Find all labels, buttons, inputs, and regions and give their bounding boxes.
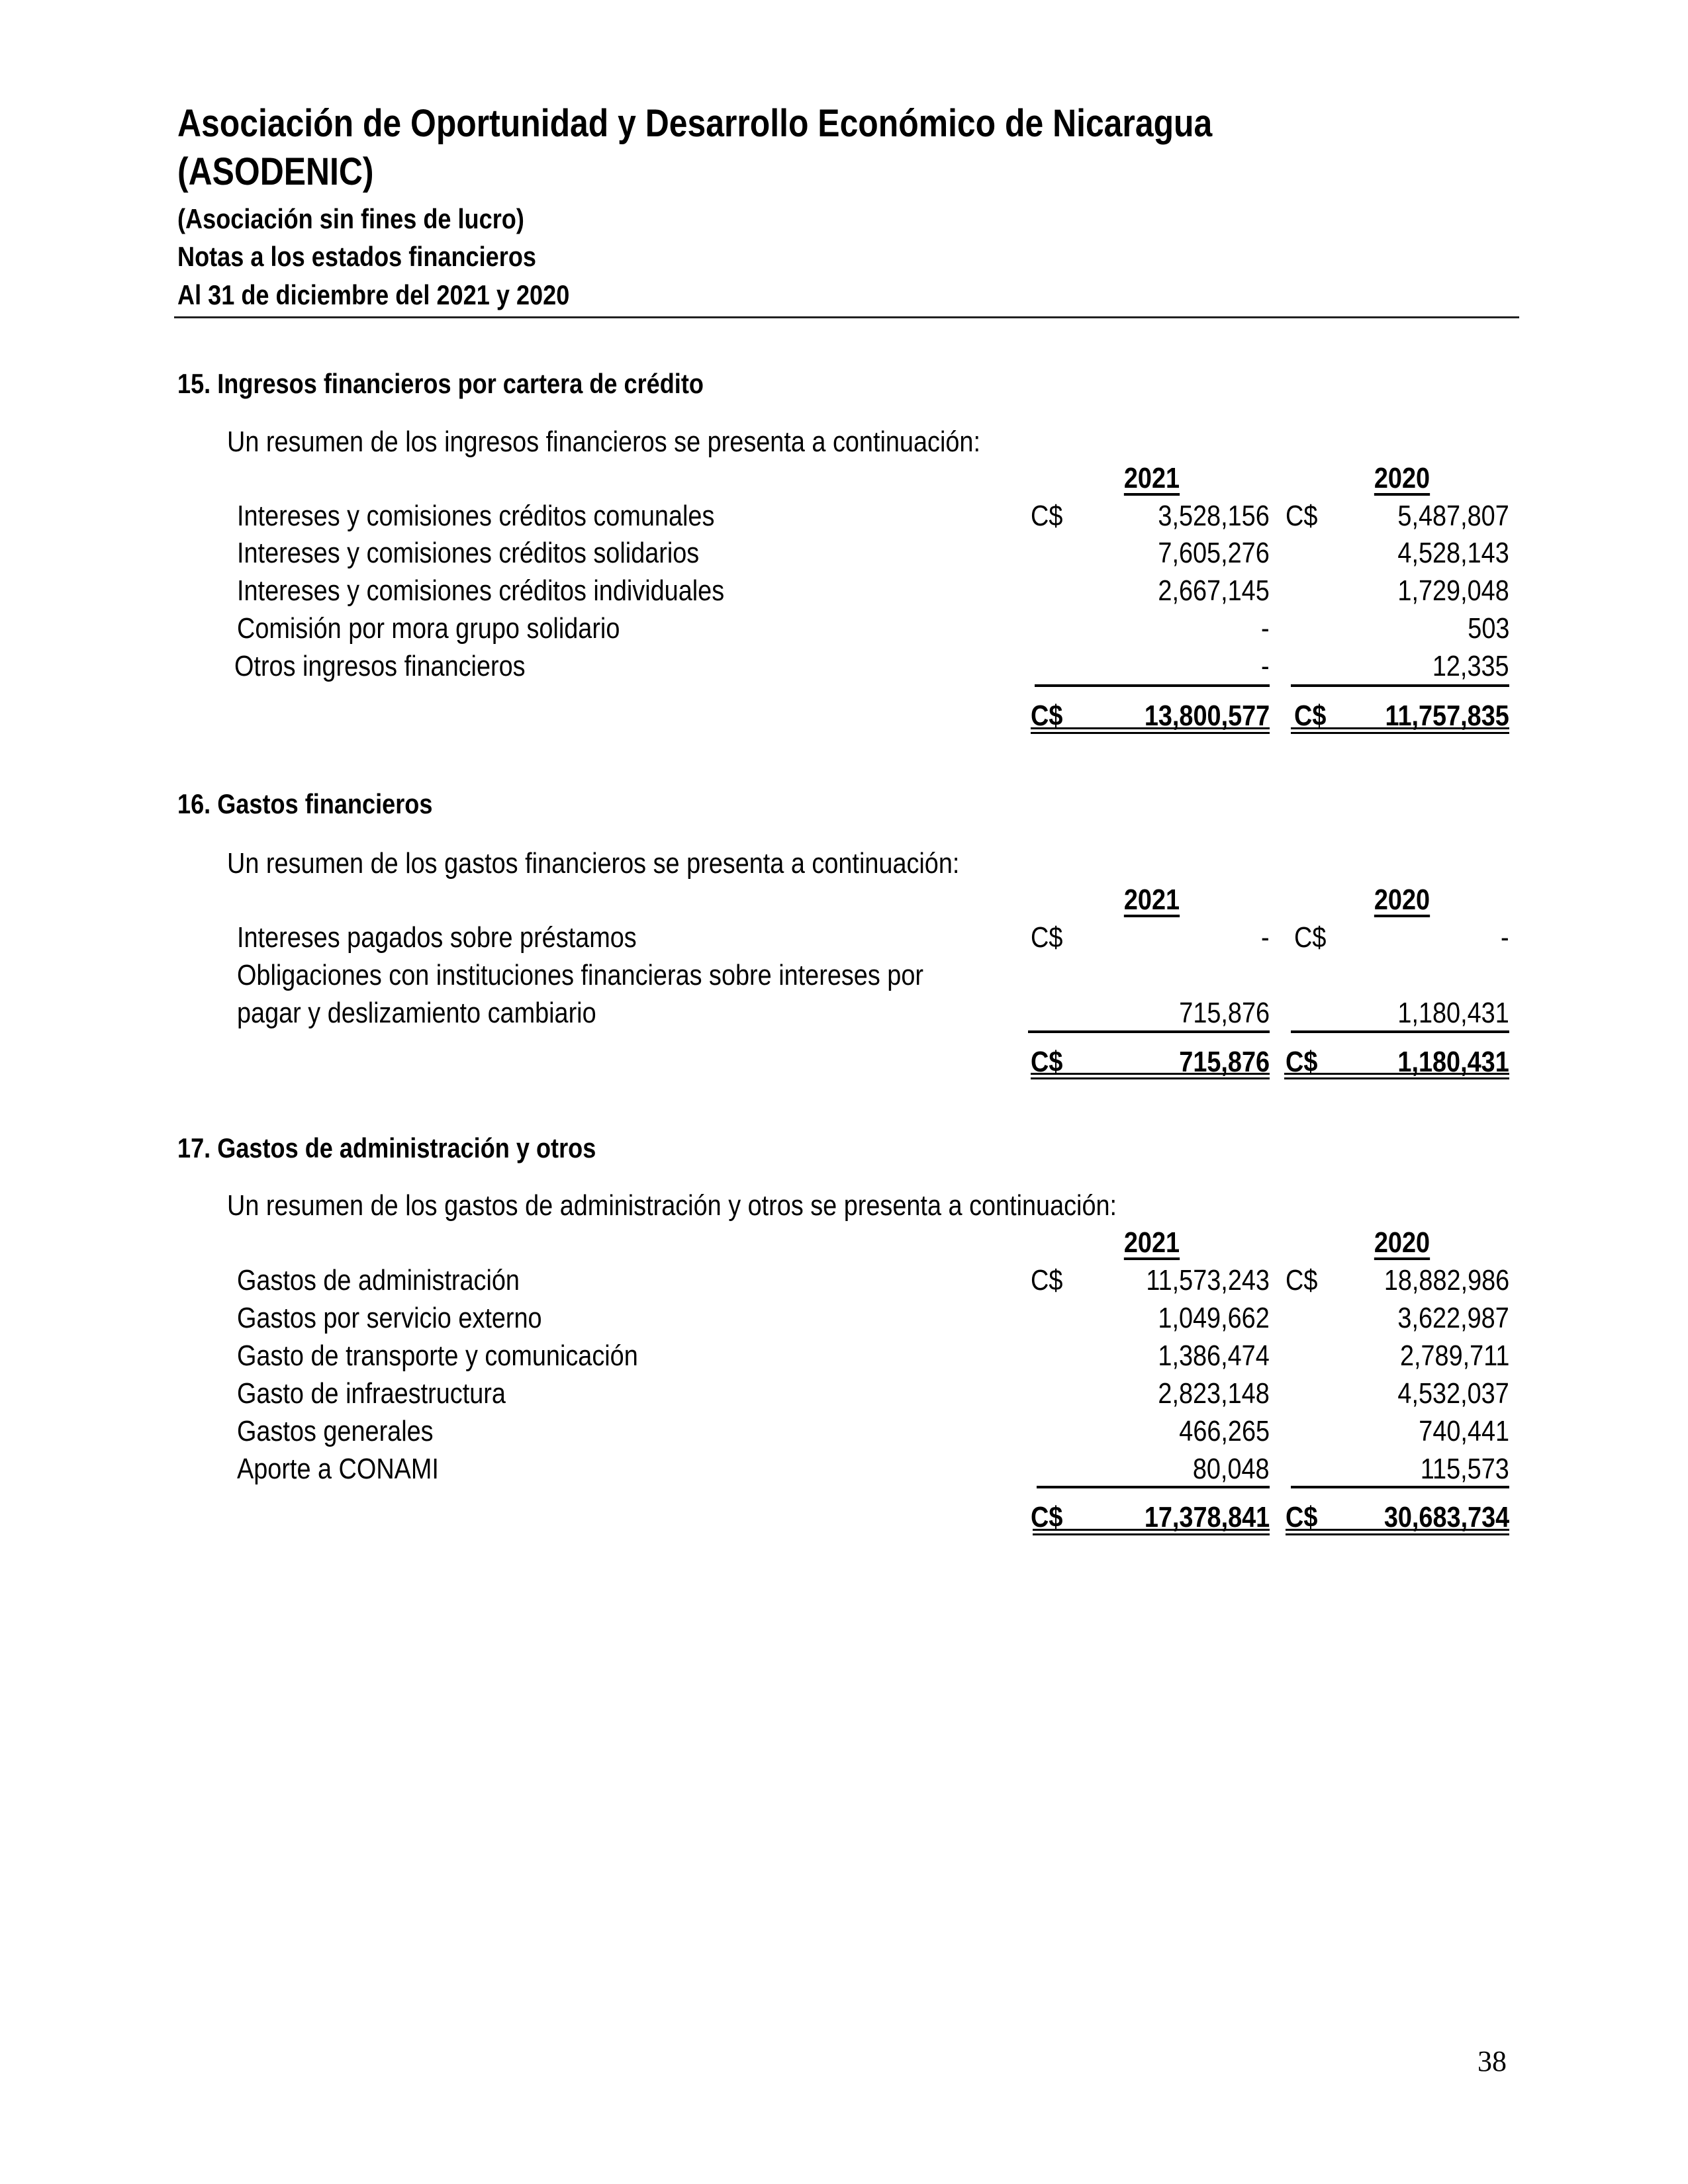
currency-symbol: C$ <box>1031 1501 1063 1533</box>
year-header-2021: 2021 <box>1123 462 1180 494</box>
total-2020: 1,180,431 <box>1397 1046 1509 1078</box>
value-2020: 18,882,986 <box>1383 1264 1509 1297</box>
section-title: 15. Ingresos financieros por cartera de crédito <box>177 368 704 399</box>
currency-symbol: C$ <box>1286 1264 1318 1297</box>
document-subtitle-nonprofit: (Asociación sin fines de lucro) <box>177 203 524 234</box>
value-2020: 1,180,431 <box>1397 997 1509 1029</box>
year-header-2021: 2021 <box>1123 1226 1180 1259</box>
value-2020: 5,487,807 <box>1397 500 1509 532</box>
total-double-underline-2021 <box>1033 1529 1270 1535</box>
total-2021: 13,800,577 <box>1144 700 1270 732</box>
value-2020: 2,789,711 <box>1399 1340 1509 1372</box>
subtotal-underline-2020 <box>1291 1030 1509 1033</box>
header-divider <box>174 316 1519 318</box>
year-header-2020: 2020 <box>1374 1226 1430 1259</box>
value-2020: 1,729,048 <box>1397 574 1509 607</box>
subtotal-underline-2020 <box>1291 1486 1509 1488</box>
value-2021: 11,573,243 <box>1146 1264 1270 1297</box>
value-2021: 80,048 <box>1193 1453 1270 1485</box>
row-label: Intereses pagados sobre préstamos <box>237 921 637 954</box>
year-header-2020: 2020 <box>1374 884 1430 916</box>
total-2021: 715,876 <box>1179 1046 1270 1078</box>
value-2020: 4,528,143 <box>1397 537 1509 569</box>
row-label: Gastos por servicio externo <box>237 1302 542 1334</box>
currency-symbol: C$ <box>1286 1501 1318 1533</box>
row-label: Intereses y comisiones créditos individuales <box>237 574 725 607</box>
value-2021: - <box>1261 650 1270 682</box>
subtotal-underline-2021 <box>1028 1030 1270 1033</box>
row-label: Aporte a CONAMI <box>237 1453 439 1485</box>
currency-symbol: C$ <box>1294 700 1327 732</box>
value-2020: 115,573 <box>1421 1453 1509 1485</box>
document-title: Asociación de Oportunidad y Desarrollo Económico de Nicaragua <box>177 102 1213 145</box>
total-2020: 11,757,835 <box>1385 700 1509 732</box>
page-number: 38 <box>1477 2045 1507 2077</box>
value-2021: 7,605,276 <box>1158 537 1270 569</box>
section-intro: Un resumen de los gastos de administración y otros se presenta a continuación: <box>227 1189 1117 1222</box>
value-2021: 466,265 <box>1179 1415 1270 1447</box>
row-label: Gastos de administración <box>237 1264 520 1297</box>
value-2021: 1,386,474 <box>1158 1340 1270 1372</box>
value-2020: 12,335 <box>1432 650 1509 682</box>
currency-symbol: C$ <box>1031 1046 1063 1078</box>
row-label: Gastos generales <box>237 1415 434 1447</box>
value-2021: - <box>1261 921 1270 954</box>
value-2020: 4,532,037 <box>1397 1377 1509 1410</box>
document-title-acronym: (ASODENIC) <box>177 150 374 193</box>
document-subtitle-date: Al 31 de diciembre del 2021 y 2020 <box>177 279 570 310</box>
total-2020: 30,683,734 <box>1383 1501 1509 1533</box>
value-2021: - <box>1261 612 1270 645</box>
row-label: Obligaciones con instituciones financieras sobre intereses por <box>237 959 923 991</box>
value-2020: 740,441 <box>1419 1415 1509 1447</box>
section-intro: Un resumen de los gastos financieros se presenta a continuación: <box>227 847 960 880</box>
value-2021: 2,823,148 <box>1158 1377 1270 1410</box>
currency-symbol: C$ <box>1031 700 1063 732</box>
year-header-2021: 2021 <box>1123 884 1180 916</box>
value-2021: 2,667,145 <box>1158 574 1270 607</box>
currency-symbol: C$ <box>1031 500 1063 532</box>
value-2020: 503 <box>1467 612 1509 645</box>
section-title: 17. Gastos de administración y otros <box>177 1132 596 1163</box>
total-double-underline-2020 <box>1286 1529 1509 1535</box>
value-2020: 3,622,987 <box>1397 1302 1509 1334</box>
total-double-underline-2020 <box>1284 1073 1509 1079</box>
currency-symbol: C$ <box>1031 1264 1063 1297</box>
row-label: Comisión por mora grupo solidario <box>237 612 620 645</box>
currency-symbol: C$ <box>1286 1046 1318 1078</box>
value-2021: 3,528,156 <box>1158 500 1270 532</box>
currency-symbol: C$ <box>1286 500 1318 532</box>
document-subtitle-notes: Notas a los estados financieros <box>177 241 536 272</box>
row-label-continued: pagar y deslizamiento cambiario <box>237 997 596 1029</box>
value-2021: 1,049,662 <box>1158 1302 1270 1334</box>
section-intro: Un resumen de los ingresos financieros se presenta a continuación: <box>227 426 980 458</box>
row-label: Gasto de transporte y comunicación <box>237 1340 638 1372</box>
row-label: Gasto de infraestructura <box>237 1377 506 1410</box>
total-double-underline-2021 <box>1031 727 1270 734</box>
total-2021: 17,378,841 <box>1144 1501 1270 1533</box>
currency-symbol: C$ <box>1031 921 1063 954</box>
subtotal-underline-2021 <box>1037 1486 1270 1488</box>
value-2021: 715,876 <box>1179 997 1270 1029</box>
row-label: Intereses y comisiones créditos comunales <box>237 500 715 532</box>
subtotal-underline-2020 <box>1291 684 1509 687</box>
total-double-underline-2020 <box>1291 727 1509 734</box>
section-title: 16. Gastos financieros <box>177 788 433 819</box>
value-2020: - <box>1501 921 1509 954</box>
total-double-underline-2021 <box>1031 1073 1270 1079</box>
row-label: Otros ingresos financieros <box>234 650 526 682</box>
row-label: Intereses y comisiones créditos solidarios <box>237 537 700 569</box>
year-header-2020: 2020 <box>1374 462 1430 494</box>
subtotal-underline-2021 <box>1035 684 1270 687</box>
currency-symbol: C$ <box>1294 921 1327 954</box>
